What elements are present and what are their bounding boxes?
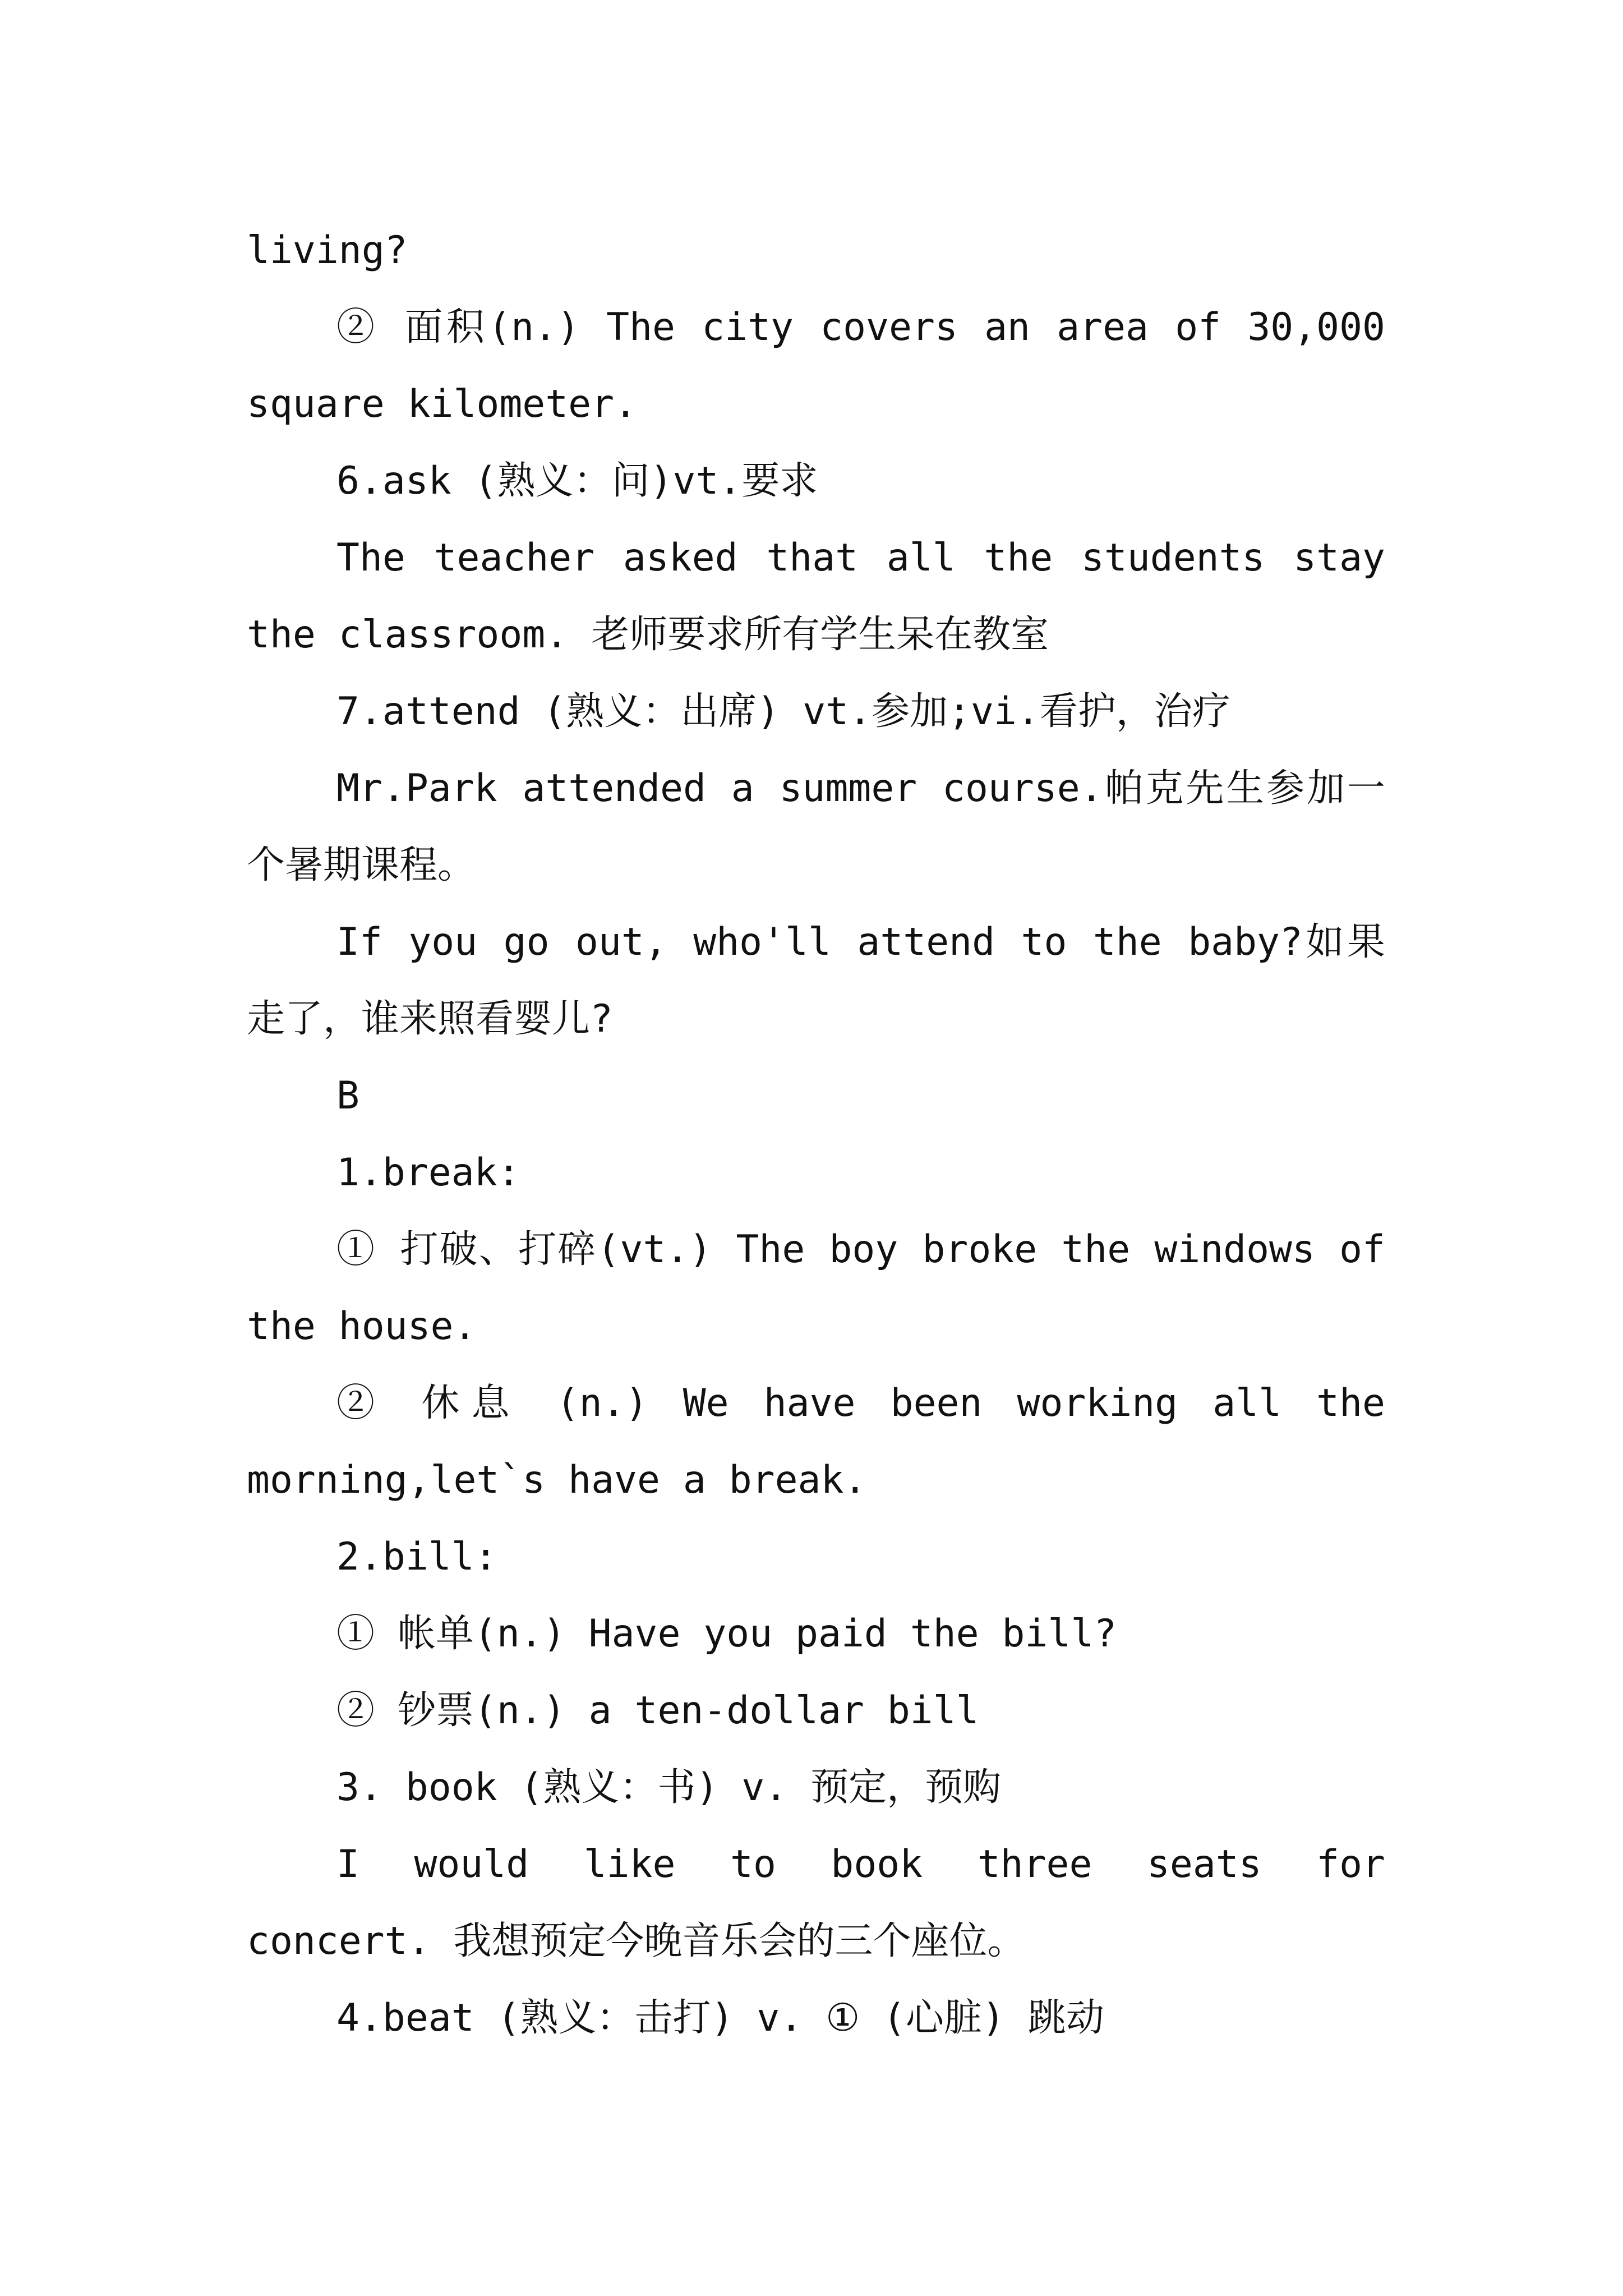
text-line: morning,let`s have a break. (247, 1458, 867, 1502)
text-line: ① 帐单(n.) Have you paid the bill? (336, 1612, 1117, 1656)
text-line: 走了，谁来照看婴儿? (247, 997, 613, 1041)
text-line: 2.bill: (336, 1535, 497, 1579)
text-line: ① 打破、打碎(vt.) The boy broke the windows of (336, 1227, 1385, 1272)
text-line: 1.break: (336, 1151, 520, 1195)
text-line: 7.attend (熟义：出席) vt.参加;vi.看护，治疗 (336, 689, 1230, 734)
text-line: living? (247, 228, 408, 273)
text-line: ② 面积(n.) The city covers an area of 30,000 (336, 305, 1385, 349)
text-line: ② 钞票(n.) a ten-dollar bill (336, 1688, 979, 1733)
text-line: concert. 我想预定今晚音乐会的三个座位。 (247, 1919, 1026, 1963)
text-line: ② 休息 (n.) We have been working all the (336, 1381, 1385, 1425)
text-line: I would like to book three seats for (336, 1842, 1385, 1887)
text-line: 个暑期课程。 (247, 843, 476, 887)
text-line: the classroom. 老师要求所有学生呆在教室 (247, 613, 1049, 657)
text-line: square kilometer. (247, 382, 637, 426)
text-line: 3. book (熟义：书) v. 预定，预购 (336, 1765, 1002, 1810)
section-label: B (336, 1074, 359, 1118)
text-line: 6.ask (熟义：问)vt.要求 (336, 459, 818, 503)
text-line: If you go out, who'll attend to the baby?如果 (336, 920, 1385, 964)
text-line: Mr.Park attended a summer course.帕克先生参加一 (336, 766, 1385, 811)
document-body (247, 212, 1385, 2056)
text-line: the house. (247, 1304, 477, 1349)
text-line: 4.beat (熟义：击打) v. ① (心脏) 跳动 (336, 1996, 1104, 2040)
text-line: The teacher asked that all the students stay (336, 536, 1385, 580)
